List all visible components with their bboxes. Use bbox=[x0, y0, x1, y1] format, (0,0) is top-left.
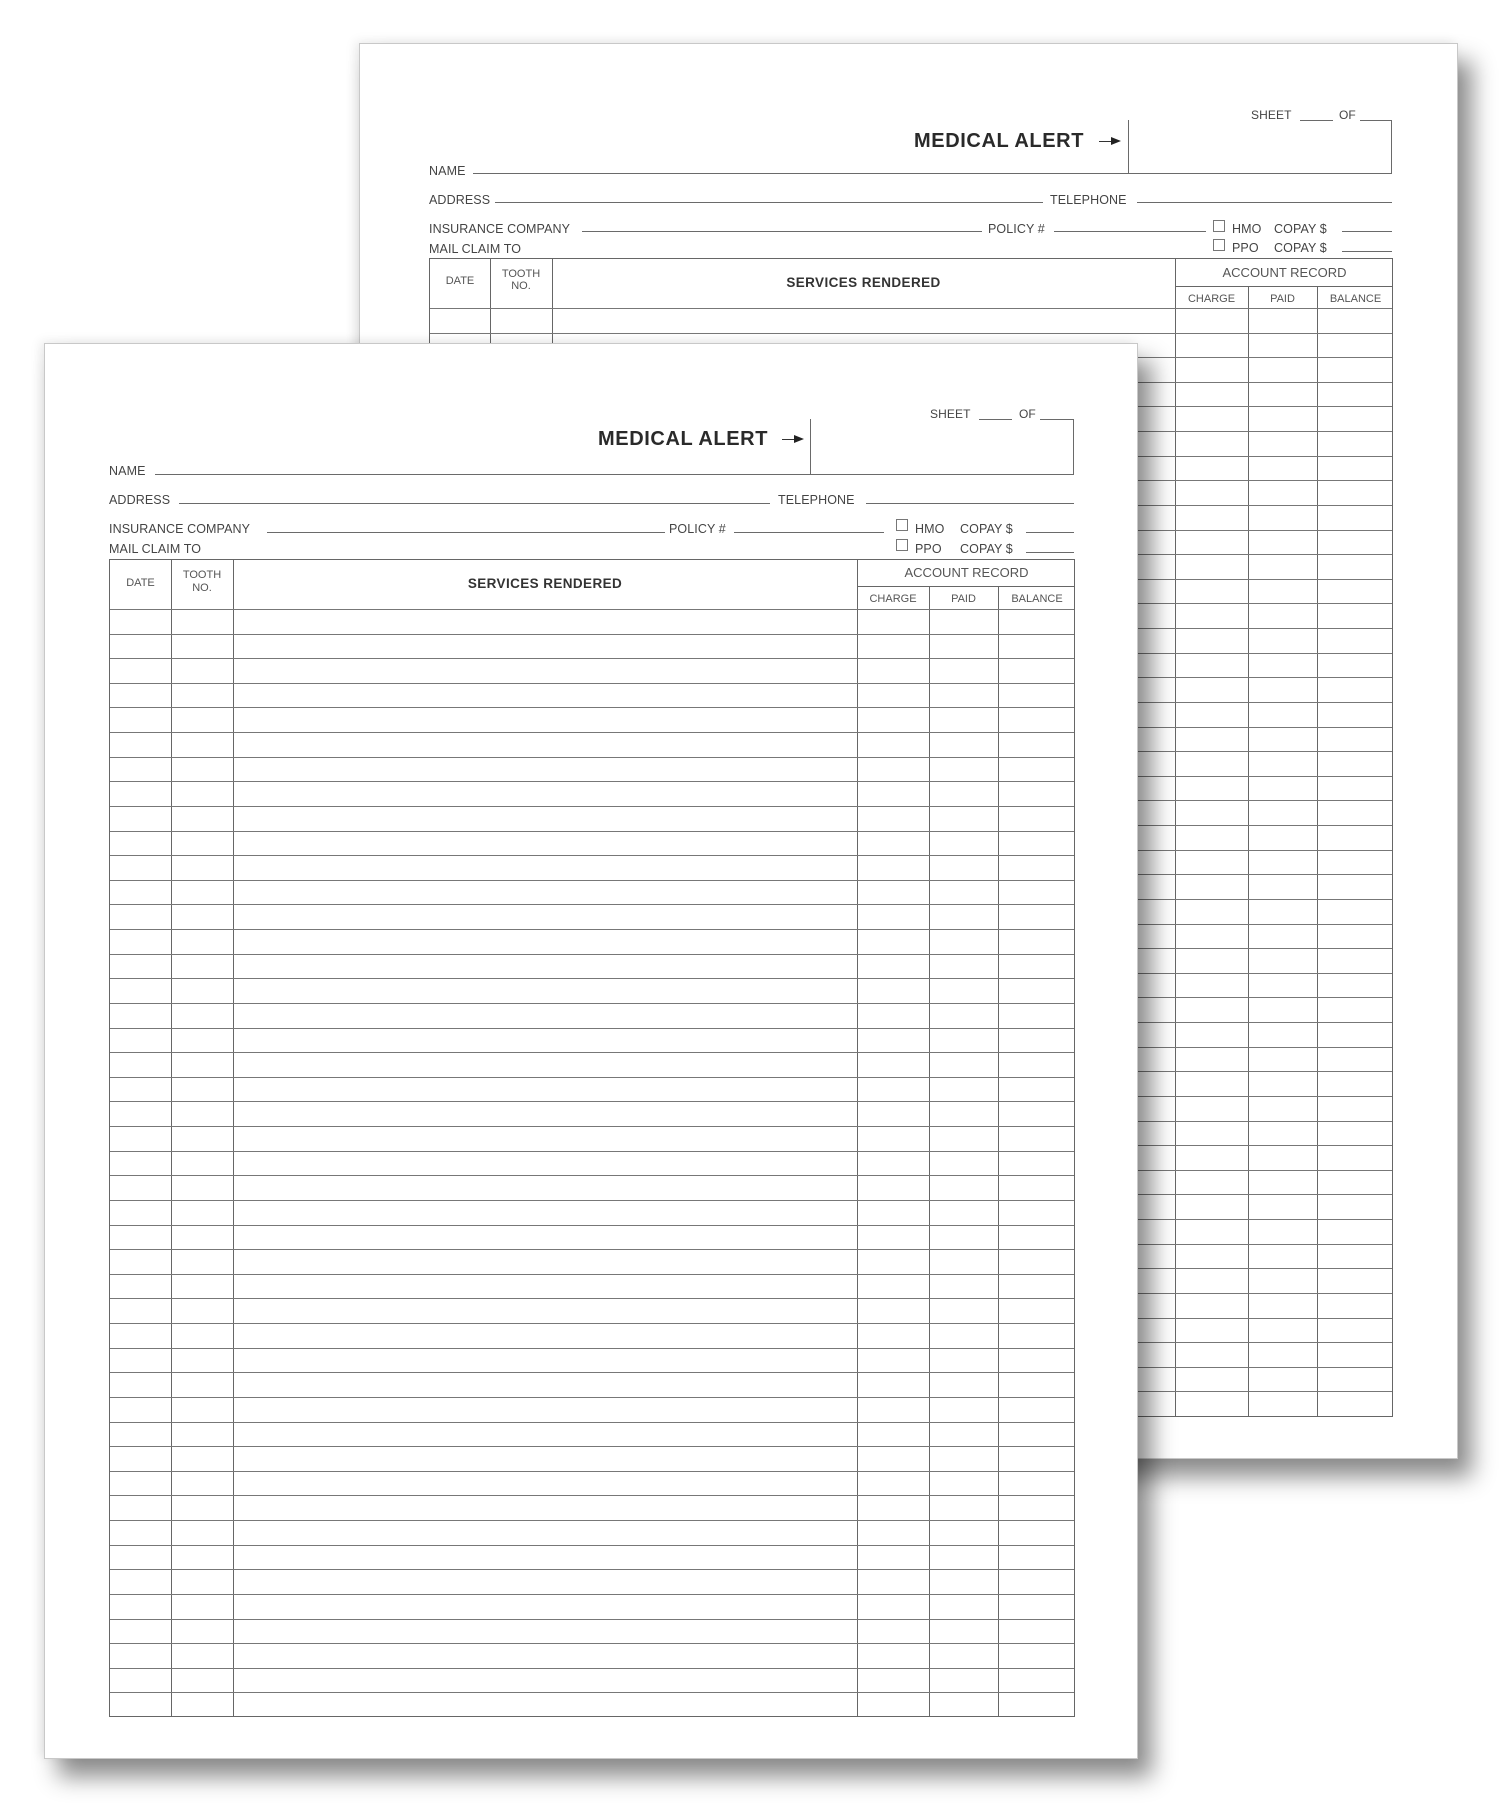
table-row[interactable] bbox=[110, 1348, 1074, 1373]
col-header-charge: CHARGE bbox=[1187, 293, 1236, 305]
hmo-label: HMO bbox=[915, 522, 945, 536]
table-row[interactable] bbox=[110, 1471, 1074, 1496]
policy-label: POLICY # bbox=[988, 222, 1045, 236]
address-label: ADDRESS bbox=[109, 493, 171, 507]
table-row[interactable] bbox=[110, 1249, 1074, 1274]
ppo-copay-label: COPAY $ bbox=[960, 542, 1013, 556]
arrowhead-icon bbox=[794, 435, 804, 443]
table-row[interactable] bbox=[110, 1372, 1074, 1397]
col-header-date: DATE bbox=[445, 275, 475, 287]
hmo-checkbox[interactable] bbox=[896, 519, 908, 531]
col-header-account-record: ACCOUNT RECORD bbox=[904, 565, 1029, 580]
medical-alert-box-left bbox=[810, 419, 811, 475]
table-row[interactable] bbox=[110, 1545, 1074, 1570]
table-row[interactable] bbox=[110, 781, 1074, 806]
form-sheet-front bbox=[44, 343, 1138, 1759]
table-row[interactable] bbox=[110, 1569, 1074, 1594]
table-row[interactable] bbox=[110, 658, 1074, 683]
col-header-tooth: TOOTH bbox=[182, 569, 222, 581]
hmo-copay-field[interactable] bbox=[1342, 231, 1392, 232]
hmo-copay-label: COPAY $ bbox=[1274, 222, 1327, 236]
col-header-account-record: ACCOUNT RECORD bbox=[1222, 265, 1347, 280]
table-row[interactable] bbox=[110, 1668, 1074, 1693]
table-row[interactable] bbox=[110, 1274, 1074, 1299]
table-row[interactable] bbox=[110, 831, 1074, 856]
medical-alert-box-left bbox=[1128, 120, 1129, 173]
insurance-company-label: INSURANCE COMPANY bbox=[109, 522, 251, 536]
table-row[interactable] bbox=[110, 1003, 1074, 1028]
sheet-number-field[interactable] bbox=[979, 419, 1012, 420]
col-header-tooth-no: NO. bbox=[511, 280, 531, 292]
table-row[interactable] bbox=[110, 707, 1074, 732]
ppo-checkbox[interactable] bbox=[896, 539, 908, 551]
col-header-services: SERVICES RENDERED bbox=[467, 576, 623, 591]
table-row[interactable] bbox=[430, 308, 1392, 333]
col-header-paid: PAID bbox=[1270, 293, 1295, 305]
account-header-divider bbox=[857, 586, 1074, 587]
of-label: OF bbox=[1339, 108, 1356, 122]
telephone-label: TELEPHONE bbox=[1050, 193, 1127, 207]
telephone-label: TELEPHONE bbox=[778, 493, 855, 507]
medical-alert-box-right bbox=[1073, 419, 1074, 475]
name-field[interactable] bbox=[155, 474, 1074, 475]
ppo-copay-field[interactable] bbox=[1026, 552, 1074, 553]
table-row[interactable] bbox=[110, 1175, 1074, 1200]
insurance-company-label: INSURANCE COMPANY bbox=[429, 222, 571, 236]
services-table bbox=[109, 559, 1075, 1717]
col-header-tooth-no: NO. bbox=[192, 582, 212, 594]
insurance-company-field[interactable] bbox=[582, 231, 982, 232]
ppo-checkbox[interactable] bbox=[1213, 239, 1225, 251]
arrowhead-icon bbox=[1111, 137, 1121, 145]
table-row[interactable] bbox=[110, 1077, 1074, 1102]
sheet-label: SHEET bbox=[930, 407, 971, 421]
table-row[interactable] bbox=[110, 806, 1074, 831]
table-row[interactable] bbox=[110, 904, 1074, 929]
table-row[interactable] bbox=[110, 1200, 1074, 1225]
account-header-divider bbox=[1175, 286, 1392, 287]
mail-claim-to-label: MAIL CLAIM TO bbox=[109, 542, 202, 556]
table-row[interactable] bbox=[110, 1028, 1074, 1053]
policy-label: POLICY # bbox=[669, 522, 726, 536]
col-header-services: SERVICES RENDERED bbox=[786, 275, 941, 290]
table-row[interactable] bbox=[110, 855, 1074, 880]
medical-alert-title: MEDICAL ALERT bbox=[598, 428, 769, 450]
address-field[interactable] bbox=[179, 503, 770, 504]
table-row[interactable] bbox=[110, 1101, 1074, 1126]
col-header-date: DATE bbox=[126, 577, 155, 589]
table-row[interactable] bbox=[110, 978, 1074, 1003]
sheet-total-field[interactable] bbox=[1040, 419, 1074, 420]
mail-claim-to-label: MAIL CLAIM TO bbox=[429, 242, 522, 256]
table-row[interactable] bbox=[110, 1397, 1074, 1422]
col-header-charge: CHARGE bbox=[869, 593, 917, 605]
hmo-copay-field[interactable] bbox=[1026, 532, 1074, 533]
ppo-label: PPO bbox=[1232, 241, 1259, 255]
address-field[interactable] bbox=[495, 202, 1043, 203]
col-header-tooth: TOOTH bbox=[501, 268, 541, 280]
table-row[interactable] bbox=[110, 609, 1074, 634]
address-label: ADDRESS bbox=[429, 193, 491, 207]
table-row[interactable] bbox=[110, 1495, 1074, 1520]
table-row[interactable] bbox=[110, 1520, 1074, 1545]
table-row[interactable] bbox=[110, 757, 1074, 782]
hmo-label: HMO bbox=[1232, 222, 1262, 236]
name-field[interactable] bbox=[473, 173, 1392, 174]
table-row[interactable] bbox=[110, 683, 1074, 708]
of-label: OF bbox=[1019, 407, 1036, 421]
telephone-field[interactable] bbox=[1137, 202, 1392, 203]
table-row[interactable] bbox=[110, 1594, 1074, 1619]
table-row[interactable] bbox=[110, 1126, 1074, 1151]
table-row[interactable] bbox=[110, 880, 1074, 905]
col-header-paid: PAID bbox=[951, 593, 976, 605]
ppo-copay-label: COPAY $ bbox=[1274, 241, 1327, 255]
hmo-checkbox[interactable] bbox=[1213, 220, 1225, 232]
table-row[interactable] bbox=[110, 634, 1074, 659]
insurance-company-field[interactable] bbox=[267, 532, 665, 533]
table-row[interactable] bbox=[110, 1643, 1074, 1668]
table-row[interactable] bbox=[110, 929, 1074, 954]
medical-alert-title: MEDICAL ALERT bbox=[914, 130, 1085, 152]
policy-field[interactable] bbox=[1054, 231, 1206, 232]
telephone-field[interactable] bbox=[866, 503, 1074, 504]
table-row[interactable] bbox=[110, 1052, 1074, 1077]
table-row[interactable] bbox=[110, 1298, 1074, 1323]
table-row[interactable] bbox=[110, 1225, 1074, 1250]
ppo-label: PPO bbox=[915, 542, 942, 556]
sheet-label: SHEET bbox=[1251, 108, 1292, 122]
medical-alert-box-right bbox=[1391, 120, 1392, 173]
table-row[interactable] bbox=[110, 1422, 1074, 1447]
table-row[interactable] bbox=[110, 954, 1074, 979]
table-row[interactable] bbox=[110, 1323, 1074, 1348]
policy-field[interactable] bbox=[734, 532, 884, 533]
table-row[interactable] bbox=[110, 1692, 1074, 1717]
col-header-balance: BALANCE bbox=[1329, 293, 1382, 305]
table-row[interactable] bbox=[110, 1446, 1074, 1471]
sheet-total-field[interactable] bbox=[1360, 120, 1392, 121]
name-label: NAME bbox=[109, 464, 146, 478]
table-row[interactable] bbox=[110, 732, 1074, 757]
ppo-copay-field[interactable] bbox=[1342, 251, 1392, 252]
sheet-number-field[interactable] bbox=[1300, 120, 1333, 121]
hmo-copay-label: COPAY $ bbox=[960, 522, 1013, 536]
col-header-balance: BALANCE bbox=[1011, 593, 1063, 605]
table-row[interactable] bbox=[110, 1619, 1074, 1644]
name-label: NAME bbox=[429, 164, 466, 178]
table-row[interactable] bbox=[110, 1151, 1074, 1176]
